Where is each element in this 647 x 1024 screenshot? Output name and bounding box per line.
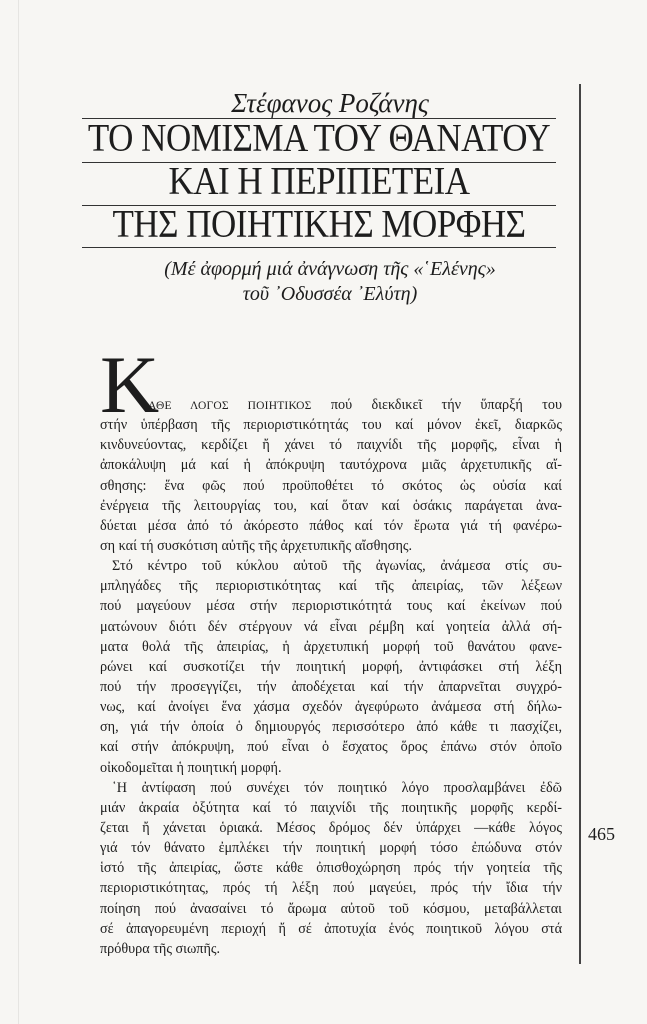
body-line: σθησης: ἕνα φῶς πού προϋποθέτει τό σκότος ὡς οὐσία καί — [100, 477, 562, 494]
subtitle — [80, 257, 580, 307]
body-line: Στό κέντρο τοῦ κύκλου αὐτοῦ τῆς ἀγωνίας, ἀνάμεσα στίς συ- — [112, 558, 562, 575]
body-line: καί στήν ἀπόκρυψη, πού εἶναι ὁ ἔσχατος ὅρος ἐπάνω στόν ὁποῖο — [100, 739, 562, 756]
body-line: στήν ὑπέρβαση τῆς περιοριστικότητάς του καί μόνον ἐκεῖ, διαρκῶς — [100, 417, 562, 434]
title-line-1: ΤΟ ΝΟΜΙΣΜΑ ΤΟΥ ΘΑΝΑΤΟΥ — [87, 115, 551, 160]
body-line: κινδυνεύοντας, κερδίζει ἤ χάνει τό παιχνίδι τῆς μορφῆς, εἶναι ἡ — [100, 437, 562, 454]
body-line: ση, γιά τήν ὁποία ὁ δημιουργός περισσότερο ἀπό κάθε τι πασχίζει, — [100, 719, 562, 736]
body-line: ποίηση πού ἀνασαίνει τό ἄρωμα αὐτοῦ τοῦ κόσμου, μεταβάλλεται — [100, 900, 562, 917]
subtitle-line: (Μέ ἀφορμή μιά ἀνάγνωση τῆς «῾Ελένης» — [164, 258, 496, 280]
body-line: ἀποκάλυψη μά καί ἡ ἀπόκρυψη ταυτόχρονα μιᾶς ἀρχετυπικῆς αἴ- — [100, 457, 562, 474]
body-line: ῾Η ἀντίφαση πού συνέχει τόν ποιητικό λόγο προσλαμβάνει ἐδῶ — [112, 779, 562, 796]
body-line: μιάν ἀκραία ὀξύτητα καί τό παιχνίδι τῆς ποιητικῆς μορφῆς κερδί- — [100, 799, 562, 816]
body-line: πού μαγεύουν μέσα στήν περιοριστικότητά τους καί ἐκείνων πού — [100, 598, 562, 615]
drop-cap: Κ — [100, 339, 160, 430]
page-number: 465 — [588, 824, 615, 844]
opening-text: πού διεκδικεῖ τήν ὕπαρξή του — [311, 397, 562, 413]
article-body — [100, 395, 562, 959]
margin-rule — [579, 84, 581, 964]
body-line: σέ ἀπαγορευμένη περιοχή ἤ σέ ἀποτυχία ἑνός ποιητικοῦ λόγου στά — [100, 920, 562, 937]
title-rule — [82, 247, 556, 248]
body-line: γιά τόν θάνατο ἐμπλέκει τήν ποιητική μορφή τόσο ἐπώδυνα στόν — [100, 840, 562, 857]
title-line-3: ΤΗΣ ΠΟΙΗΤΙΚΗΣ ΜΟΡΦΗΣ — [112, 201, 526, 246]
body-line: οἰκοδομεῖται ἡ ποιητική μορφή. — [100, 759, 282, 776]
body-line: μπληγάδες τῆς περιοριστικότητας καί τῆς ἀπειρίας, τῶν λέξεων — [100, 578, 562, 595]
body-line: ση καί τή συσκότιση αὐτῆς τῆς ἀρχετυπικῆς αἴσθησης. — [100, 537, 413, 554]
body-line: ρώνει καί συσκοτίζει τήν ποιητική μορφή, ἀντιφάσκει στή λέξη — [100, 658, 562, 675]
title-line-2: ΚΑΙ Η ΠΕΡΙΠΕΤΕΙΑ — [168, 158, 470, 203]
body-line: ἐνέργεια τῆς λειτουργίας του, καί ὅταν καί ὁσάκις παράγεται ἀνα- — [100, 497, 562, 514]
body-line: πού τήν προσεγγίζει, τήν ἀποδέχεται καί τήν ἀπαρνεῖται συγχρό- — [100, 678, 562, 695]
opening-smallcaps: ΑΘΕ ΛΟΓΟΣ ΠΟΙΗΤΙΚΟΣ — [148, 400, 312, 412]
body-line: περιοριστικότητας, πρός τή λέξη πού μαγεύει, πρός τήν ἴδια τήν — [100, 880, 562, 897]
subtitle-line: τοῦ ᾿Οδυσσέα ᾿Ελύτη) — [242, 283, 418, 305]
body-line: δύεται μέσα ἀπό τό ἀκόρεστο πάθος καί τόν ἔρωτα γιά τή φανέρω- — [100, 517, 562, 534]
scan-edge — [18, 0, 19, 1024]
body-line — [100, 395, 562, 415]
body-line: νως, καί ἀνοίγει ἕνα χάσμα σχεδόν ἀγεφύρωτο ἀνάμεσα στή δήλω- — [100, 699, 562, 716]
author-name: Στέφανος Ροζάνης — [231, 88, 429, 118]
body-line: ματα θολά τῆς ἀπειρίας, ἡ ἀρχετυπική μορφή τοῦ θανάτου φανε- — [100, 638, 562, 655]
body-line: ζεται ἤ χάνεται ὁριακά. Μέσος δρόμος δέν ὑπάρχει —κάθε λόγος — [100, 819, 562, 836]
body-line: ἱστό τῆς ἀπειρίας, ὥστε κάθε ὀπισθοχώρηση πρός τήν γοητεία τῆς — [100, 860, 562, 877]
body-line: ματώνουν διότι δέν στέργουν νά εἶναι ρέμβη καί γοητεία ἀλλά σή- — [100, 618, 562, 635]
body-line: πρόθυρα τῆς σιωπῆς. — [100, 940, 221, 957]
